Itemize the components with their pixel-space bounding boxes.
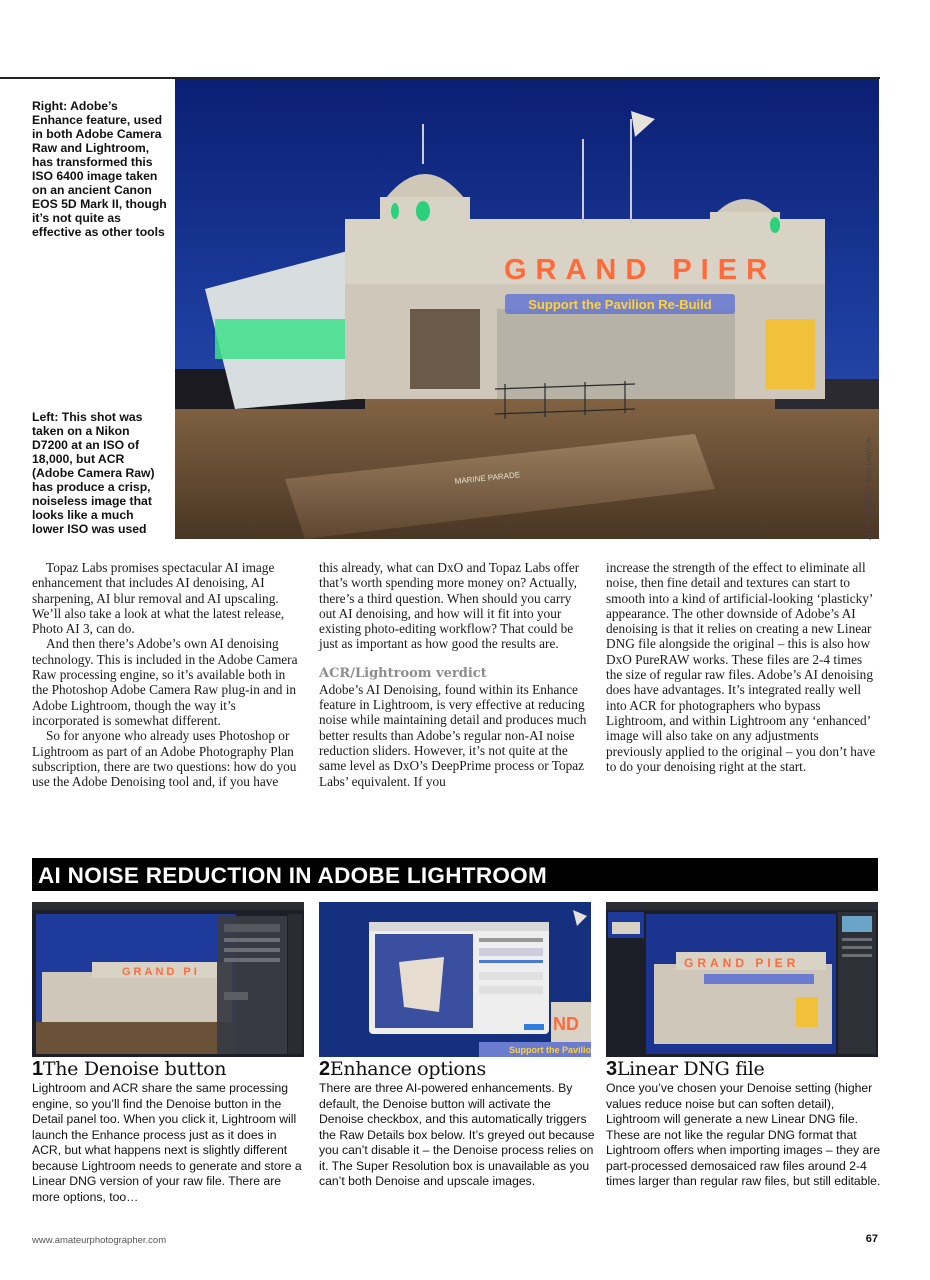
paragraph: increase the strength of the effect to eliminate all noise, then fine detail and textures can start to smooth into a kind of artificial-looking ‘plasticky’ appearance. The other downside of Adobe’s AI denoising is that it relies on creating a new Linear DNG file alongside the original – this is also how DxO PureRAW works. These files are 2-4 times the size of regular raw files. Adobe’s AI denoising does have advantages. It’s integrated really well into ACR for photographers who bypass Lightroom, and within Lightroom any ‘enhanced’ image will also take on any adjustments previously applied to the original – you don’t have to do your denoising right at the start.	[606, 560, 876, 774]
step-1-title	[32, 1058, 226, 1080]
svg-text:GRAND PI: GRAND PI	[122, 966, 200, 978]
paragraph: So for anyone who already uses Photoshop or Lightroom as part of an Adobe Photography Plan subscription, there are two questions: how do you use the Adobe Denoising tool and, if you have	[32, 728, 297, 790]
caption-right: Right: Adobe’s Enhance feature, used in both Adobe Camera Raw and Lightroom, has transformed this ISO 6400 image taken on an ancient Canon EOS 5D Mark II, though it’s not quite as effective as other tools	[32, 99, 167, 239]
hero-photo	[175, 79, 879, 539]
photo-sign-text: GRAND PIER	[503, 254, 777, 286]
step-3-screenshot	[606, 902, 878, 1057]
step-3-title	[606, 1058, 764, 1080]
step-number: 2	[319, 1058, 330, 1080]
step-title-text: The Denoise button	[42, 1058, 227, 1080]
paragraph: Adobe’s AI Denoising, found within its Enhance feature in Lightroom, is very effective at reducing noise while maintaining detail and produces much better results than Adobe’s regular non-AI noise reduction sliders. However, it’s not quite at the same level as DxO’s DeepPrime process or Topaz Labs’ equivalent. If you	[319, 681, 587, 789]
photo-wall-text: MARINE PARADE	[454, 470, 521, 486]
step-2-screenshot	[319, 902, 591, 1057]
article-column-2	[319, 560, 589, 789]
subheading-acr-verdict: ACR/Lightroom verdict	[319, 665, 487, 681]
photo-banner-text: Support the Pavilion Re-Build	[528, 297, 712, 312]
svg-text:ND: ND	[553, 1014, 579, 1034]
paragraph: And then there’s Adobe’s own AI denoising technology. This is included in the Adobe Camera Raw processing engine, so it’s available both in the Photoshop Adobe Camera Raw plug-in and in Adobe Lightroom, though the way it’s incorporated is somewhat different.	[32, 636, 298, 728]
footer-url[interactable]: www.amateurphotographer.com	[32, 1235, 167, 1246]
step-number: 3	[606, 1058, 617, 1080]
photo-credit: ALL PICTURES © ROD LAWTON	[866, 436, 873, 540]
article-column-1	[32, 560, 302, 789]
step-2-body: There are three AI-powered enhancements. By default, the Denoise button will activate the Denoise checkbox, and this automatically triggers the Raw Details box below. It’s greyed out because you can’t disable it – the Denoise process relies on it. The Super Resolution box is unavailable as you can’t both Denoise and upscale images.	[319, 1081, 595, 1188]
svg-text:GRAND PIER: GRAND PIER	[684, 956, 800, 970]
caption-left: Left: This shot was taken on a Nikon D7200 at an ISO of 18,000, but ACR (Adobe Camera Raw) has produce a crisp, noiseless image that looks like a much lower ISO was used	[32, 410, 155, 536]
step-3-body: Once you’ve chosen your Denoise setting (higher values reduce noise but can soften detail), Lightroom will generate a new Linear DNG file. These are not like the regular DNG format that Lightroom offers when importing images – they are part-processed demosaiced raw files around 2-4 times larger than regular raw files, but still editable.	[606, 1081, 881, 1188]
section-banner: AI NOISE REDUCTION IN ADOBE LIGHTROOM	[32, 858, 878, 891]
step-1-body: Lightroom and ACR share the same processing engine, so you’ll find the Denoise button in the Detail panel too. When you click it, Lightroom will launch the Enhance process just as it does in ACR, but what happens next is slightly different because Lightroom needs to generate and store a Linear DNG version of your raw file. There are more options, too…	[32, 1081, 302, 1204]
article-column-3	[606, 560, 876, 774]
step-title-text: Linear DNG file	[616, 1058, 765, 1080]
step-title-text: Enhance options	[329, 1058, 486, 1080]
page-number: 67	[865, 1233, 878, 1245]
step-1-screenshot	[32, 902, 304, 1057]
paragraph: this already, what can DxO and Topaz Labs offer that’s worth spending more money on? Actually, there’s a third question. When should you carry out AI denoising, and how will it fit into your existing photo-editing workflow? That could be just as important as how good the results are.	[319, 560, 580, 652]
step-2-title	[319, 1058, 486, 1080]
paragraph: Topaz Labs promises spectacular AI image enhancement that includes AI denoising, AI sharpening, AI blur removal and AI upscaling. We’ll also take a look at what the latest release, Photo AI 3, can do.	[32, 560, 285, 637]
step-number: 1	[32, 1058, 43, 1080]
svg-text:Support the Pavilio: Support the Pavilio	[509, 1045, 591, 1055]
